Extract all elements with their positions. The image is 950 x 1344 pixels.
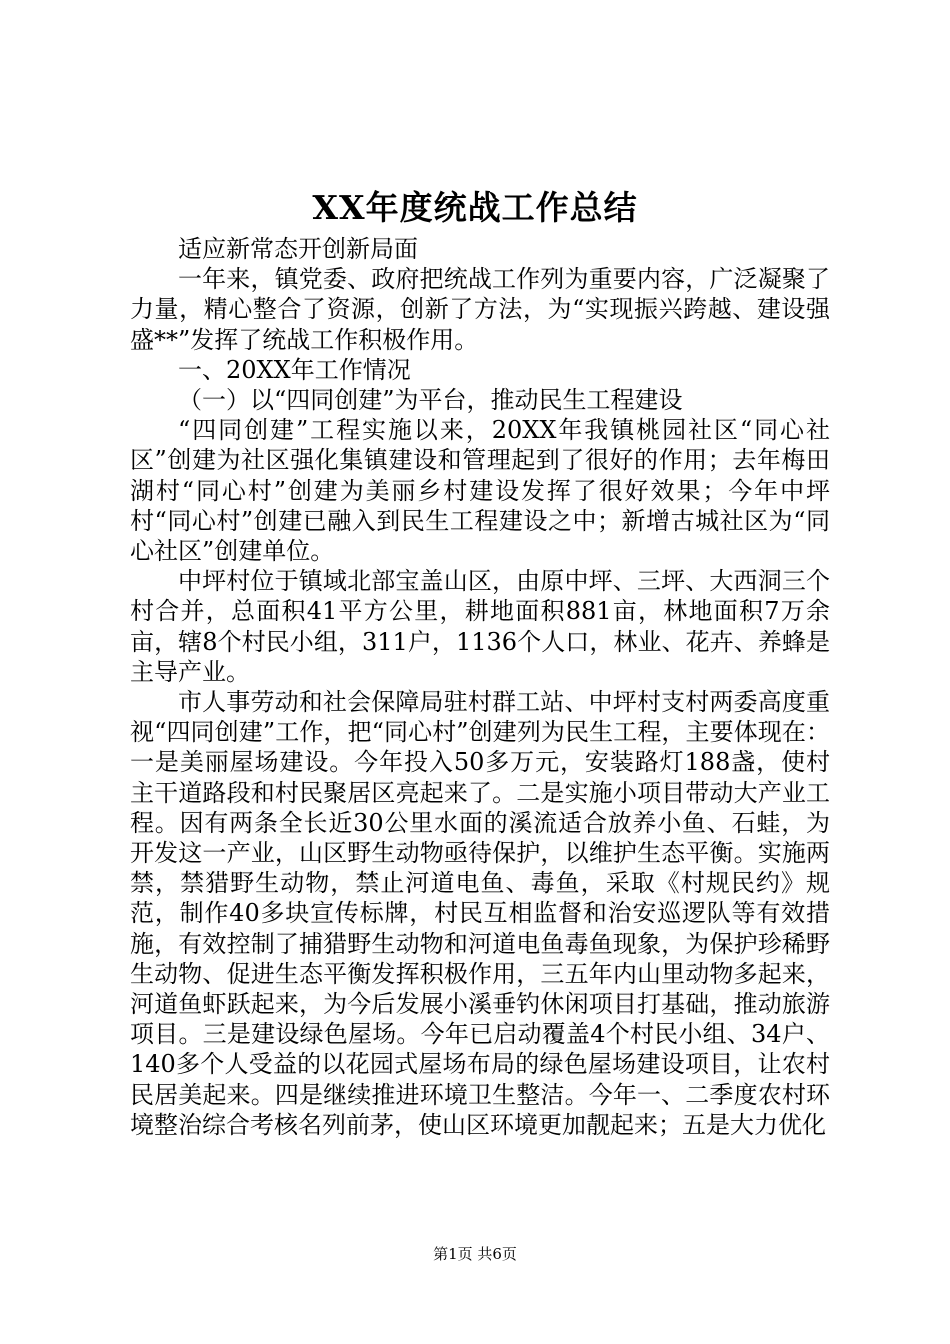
page-number-footer: 第1页 共6页 <box>433 1245 517 1263</box>
paragraph: 适应新常态开创新局面 <box>178 235 418 263</box>
document-body <box>130 234 830 1140</box>
section-heading: 一、20XX年工作情况 <box>178 355 411 384</box>
paragraph: 一年来，镇党委、政府把统战工作列为重要内容，广泛凝聚了力量，精心整合了资源，创新了方法，为“实现振兴跨越、建设强盛**”发挥了统战工作积极作用。 <box>130 265 830 354</box>
paragraph: 中坪村位于镇域北部宝盖山区，由原中坪、三坪、大西洞三个村合并，总面积41平方公里，耕地面积881亩，林地面积7万余亩，辖8个村民小组，311户，1136个人口，林业、花卉、养蜂是主导产业。 <box>130 567 830 686</box>
document-title: XX年度统战工作总结 <box>312 188 638 227</box>
paragraph: 市人事劳动和社会保障局驻村群工站、中坪村支村两委高度重视“四同创建”工作，把“同心村”创建列为民生工程，主要体现在：一是美丽屋场建设。今年投入50多万元，安装路灯188盏，使村主干道路段和村民聚居区亮起来了。二是实施小项目带动大产业工程。因有两条全长近30公里水面的溪流适合放养小鱼、石蛙，为开发这一产业，山区野生动物亟待保护，以维护生态平衡。实施两禁，禁猎野生动物，禁止河道电鱼、毒鱼，采取《村规民约》规范，制作40多块宣传标牌，村民互相监督和治安巡逻队等有效措施，有效控制了捕猎野生动物和河道电鱼毒鱼现象，为保护珍稀野生动物、促进生态平衡发挥积极作用，三五年内山里动物多起来，河道鱼虾跃起来，为今后发展小溪垂钓休闲项目打基础，推动旅游项目。三是建设绿色屋场。今年已启动覆盖4个村民小组、34户、140多个人受益的以花园式屋场布局的绿色屋场建设项目，让农村民居美起来。四是继续推进环境卫生整洁。今年一、二季度农村环境整治综合考核名列前茅，使山区环境更加靓起来；五是大力优化 <box>130 688 830 1139</box>
paragraph: “四同创建”工程实施以来，20XX年我镇桃园社区“同心社区”创建为社区强化集镇建设和管理起到了很好的作用；去年梅田湖村“同心村”创建为美丽乡村建设发挥了很好效果；今年中坪村“同心村”创建已融入到民生工程建设之中；新增古城社区为“同心社区”创建单位。 <box>130 416 830 566</box>
subsection-heading: （一）以“四同创建”为平台，推动民生工程建设 <box>178 386 683 415</box>
